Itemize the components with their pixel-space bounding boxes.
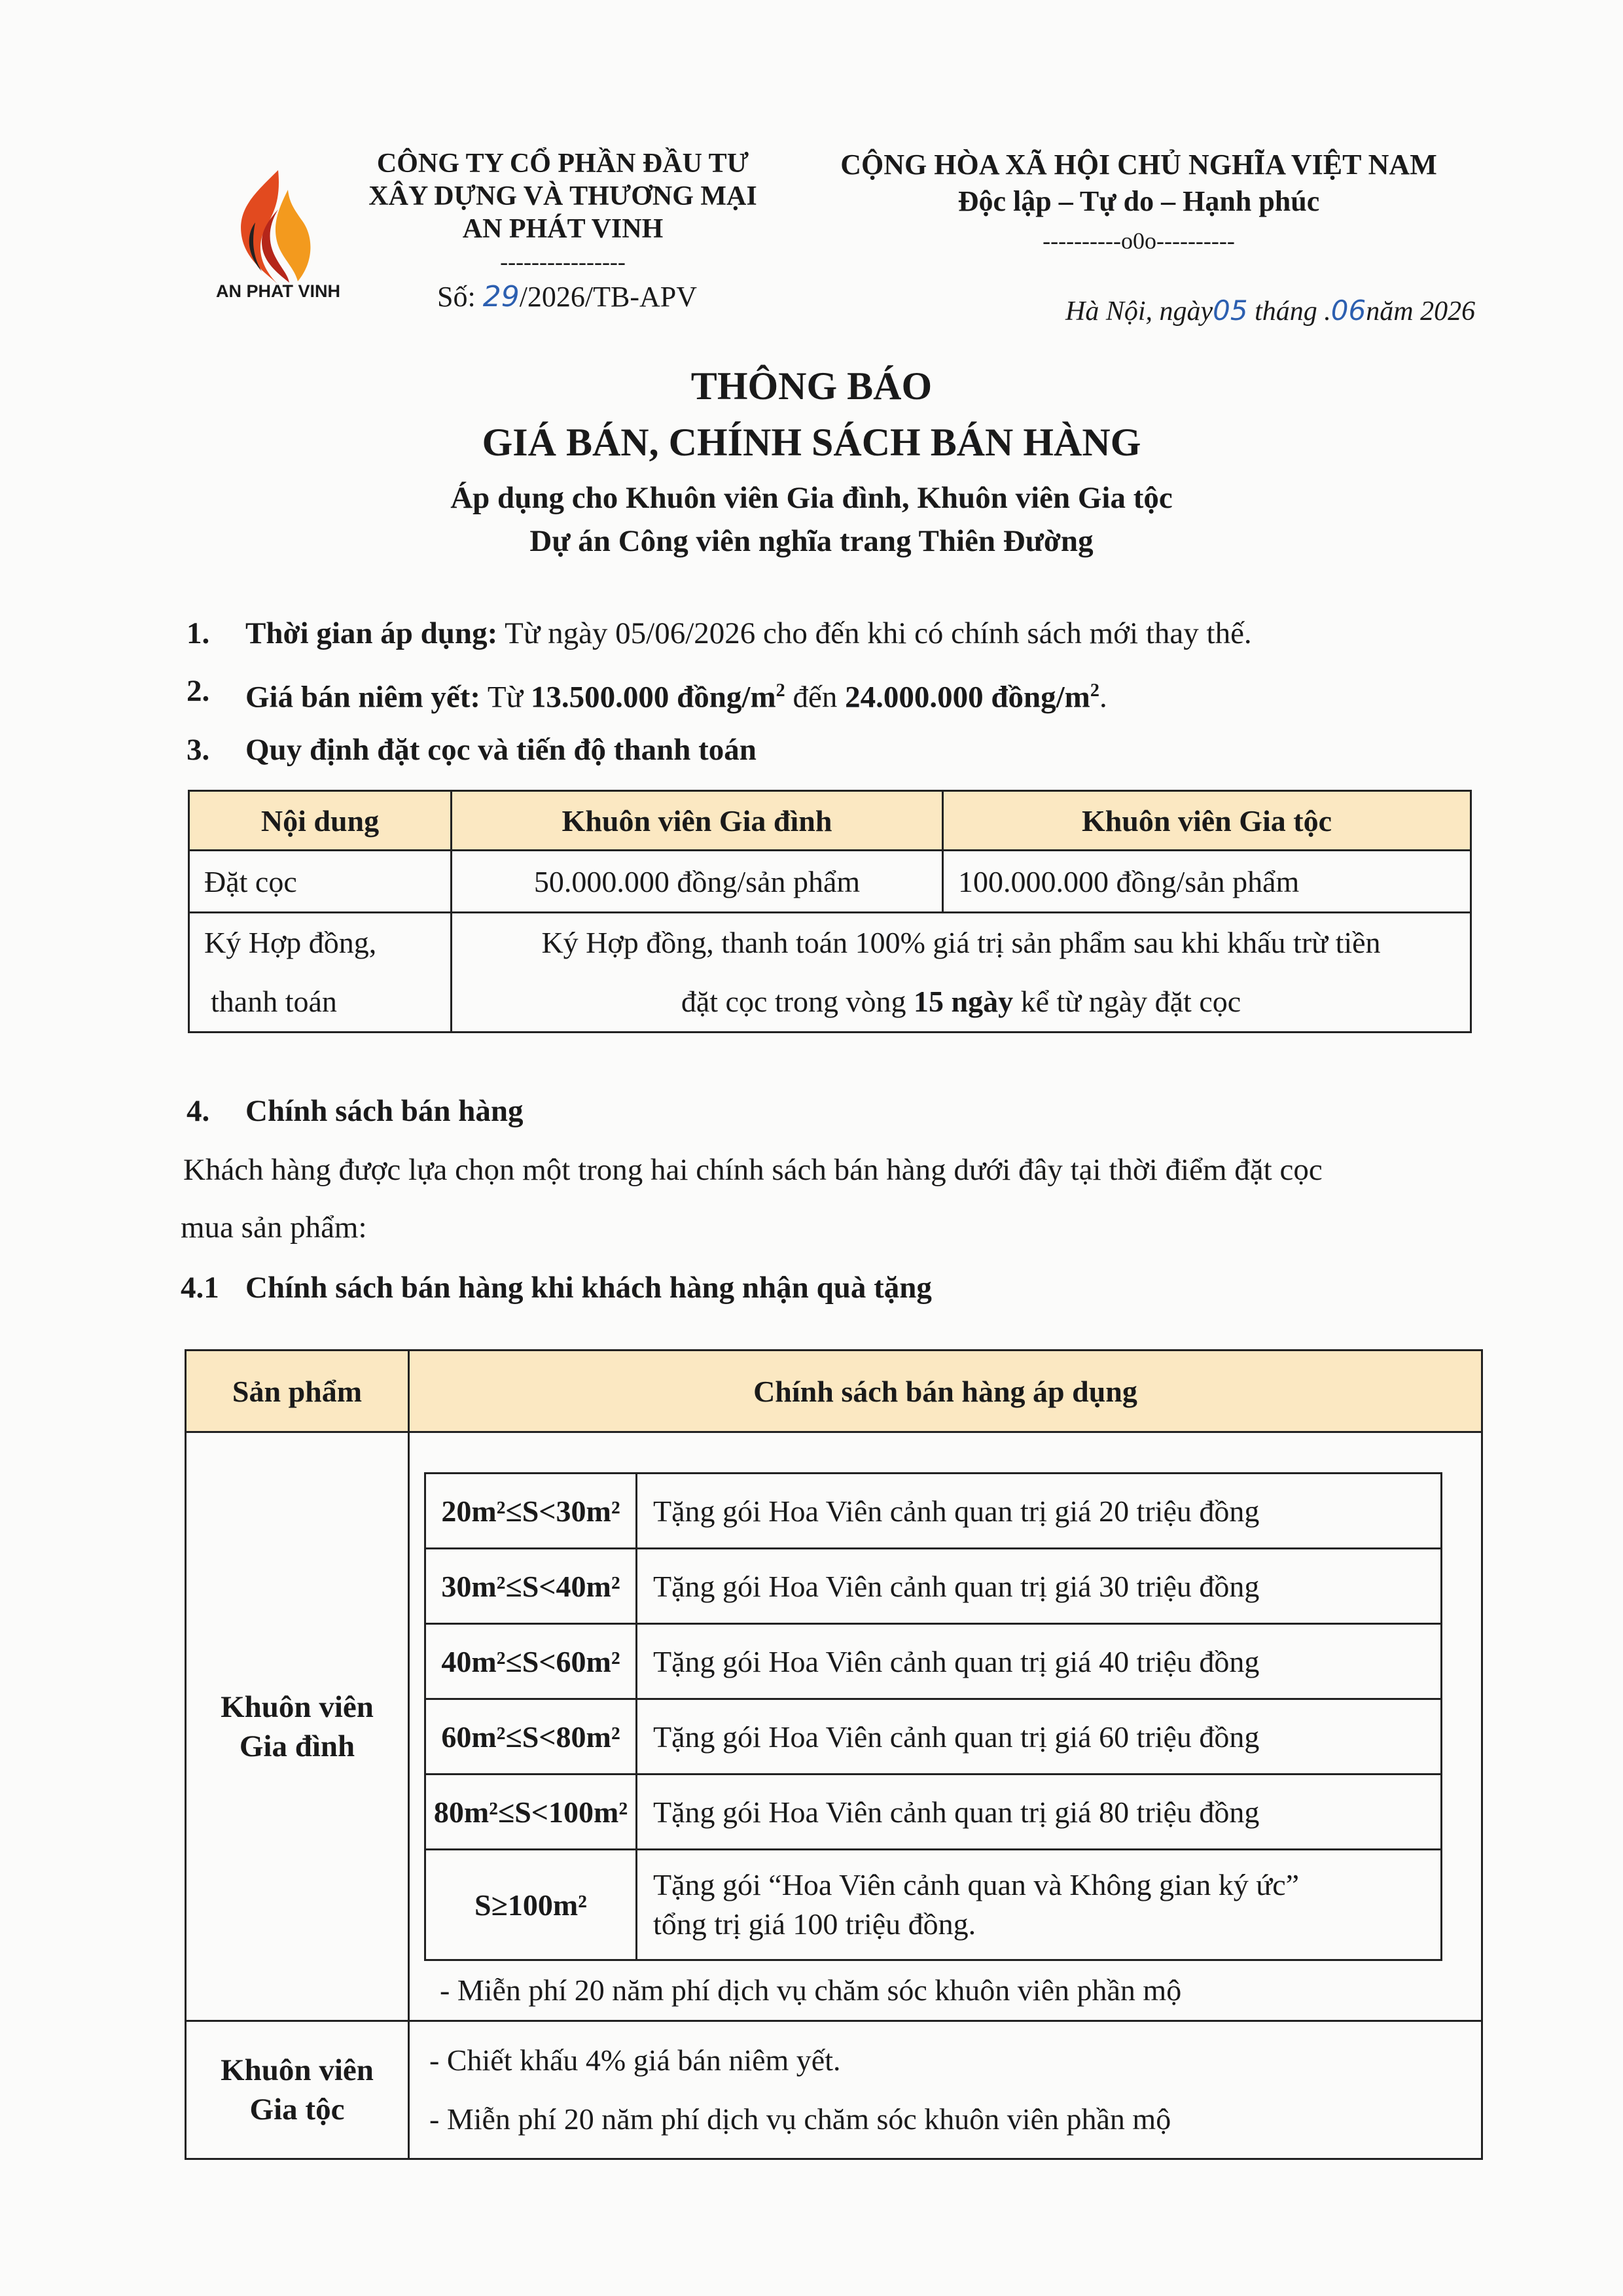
policy-header-product: Sản phẩm <box>186 1351 409 1432</box>
gift-cell: Tặng gói Hoa Viên cảnh quan trị giá 40 triệu đồng <box>637 1624 1442 1699</box>
deposit-table <box>188 790 1472 1033</box>
deposit-header-clan: Khuôn viên Gia tộc <box>943 791 1471 851</box>
company-logo <box>216 164 340 288</box>
policy-table <box>185 1349 1483 2160</box>
section-4-paragraph-line2: mua sản phẩm: <box>181 1210 367 1245</box>
deposit-header-family: Khuôn viên Gia đình <box>452 791 943 851</box>
date-month-handwritten: 06 <box>1330 294 1366 327</box>
nation-title: CỘNG HÒA XÃ HỘI CHỦ NGHĨA VIỆT NAM <box>840 149 1437 181</box>
company-name-line1: CÔNG TY CỔ PHẦN ĐẦU TƯ <box>376 149 749 179</box>
company-name-line3: AN PHÁT VINH <box>462 214 664 244</box>
date-day-handwritten: 05 <box>1213 294 1248 327</box>
clan-note-care: - Miễn phí 20 năm phí dịch vụ chăm sóc khuôn viên phần mộ <box>429 2102 1171 2136</box>
family-product-label: Khuôn viên Gia đình <box>186 1432 409 2021</box>
notice-subtitle: GIÁ BÁN, CHÍNH SÁCH BÁN HÀNG <box>482 421 1141 464</box>
contract-terms: Ký Hợp đồng, thanh toán 100% giá trị sản phẩm sau khi khấu trừ tiền đặt cọc trong vòng 15 ngày kể từ ngày đặt cọc <box>452 913 1471 1033</box>
company-name-line2: XÂY DỰNG VÀ THƯƠNG MẠI <box>368 181 757 211</box>
range-cell: 20m²≤S<30m² <box>425 1474 637 1549</box>
table-row <box>189 913 1471 1033</box>
table-row <box>186 2021 1482 2159</box>
table-row <box>425 1775 1442 1850</box>
nation-motto: Độc lập – Tự do – Hạnh phúc <box>957 185 1320 217</box>
family-note: - Miễn phí 20 năm phí dịch vụ chăm sóc khuôn viên phần mộ <box>440 1973 1182 2007</box>
gift-cell: Tặng gói Hoa Viên cảnh quan trị giá 30 triệu đồng <box>637 1549 1442 1624</box>
gift-cell: Tặng gói Hoa Viên cảnh quan trị giá 80 triệu đồng <box>637 1775 1442 1850</box>
policy-header-policy: Chính sách bán hàng áp dụng <box>409 1351 1482 1432</box>
company-separator: ---------------- <box>500 249 626 275</box>
document-number-handwritten: 29 <box>482 280 520 313</box>
range-cell: 60m²≤S<80m² <box>425 1699 637 1775</box>
family-policy-cell <box>409 1432 1482 2021</box>
gift-cell: Tặng gói “Hoa Viên cảnh quan và Không gian ký ức” tổng trị giá 100 triệu đồng. <box>637 1850 1442 1960</box>
logo-caption: AN PHAT VINH <box>215 281 340 301</box>
issue-date: Hà Nội, ngày05 tháng .06năm 2026 <box>1065 294 1476 327</box>
deposit-family-value: 50.000.000 đồng/sản phẩm <box>452 851 943 913</box>
notice-project: Dự án Công viên nghĩa trang Thiên Đường <box>529 524 1094 558</box>
table-row <box>425 1549 1442 1624</box>
gift-cell: Tặng gói Hoa Viên cảnh quan trị giá 60 triệu đồng <box>637 1699 1442 1775</box>
section-4-paragraph-line1: Khách hàng được lựa chọn một trong hai chính sách bán hàng dưới đây tại thời điểm đặt cọc <box>183 1153 1323 1187</box>
nation-separator: ----------o0o---------- <box>1043 228 1235 254</box>
table-row <box>425 1850 1442 1960</box>
range-cell: 30m²≤S<40m² <box>425 1549 637 1624</box>
contract-label: Ký Hợp đồng, thanh toán <box>189 913 452 1033</box>
deposit-clan-value: 100.000.000 đồng/sản phẩm <box>943 851 1471 913</box>
deposit-label: Đặt cọc <box>189 851 452 913</box>
clan-policy-cell <box>409 2021 1482 2159</box>
table-row <box>189 851 1471 913</box>
notice-scope: Áp dụng cho Khuôn viên Gia đình, Khuôn viên Gia tộc <box>450 481 1173 515</box>
document-number: Số: 29/2026/TB-APV <box>437 280 698 313</box>
range-cell: S≥100m² <box>425 1850 637 1960</box>
deposit-header-content: Nội dung <box>189 791 452 851</box>
table-row <box>425 1699 1442 1775</box>
table-row <box>425 1624 1442 1699</box>
gift-cell: Tặng gói Hoa Viên cảnh quan trị giá 20 triệu đồng <box>637 1474 1442 1549</box>
clan-product-label: Khuôn viên Gia tộc <box>186 2021 409 2159</box>
range-cell: 40m²≤S<60m² <box>425 1624 637 1699</box>
notice-title: THÔNG BÁO <box>690 364 933 408</box>
clan-note-discount: - Chiết khấu 4% giá bán niêm yết. <box>429 2043 841 2077</box>
table-row <box>425 1474 1442 1549</box>
table-row <box>186 1432 1482 2021</box>
range-cell: 80m²≤S<100m² <box>425 1775 637 1850</box>
family-gift-table <box>424 1472 1442 1961</box>
